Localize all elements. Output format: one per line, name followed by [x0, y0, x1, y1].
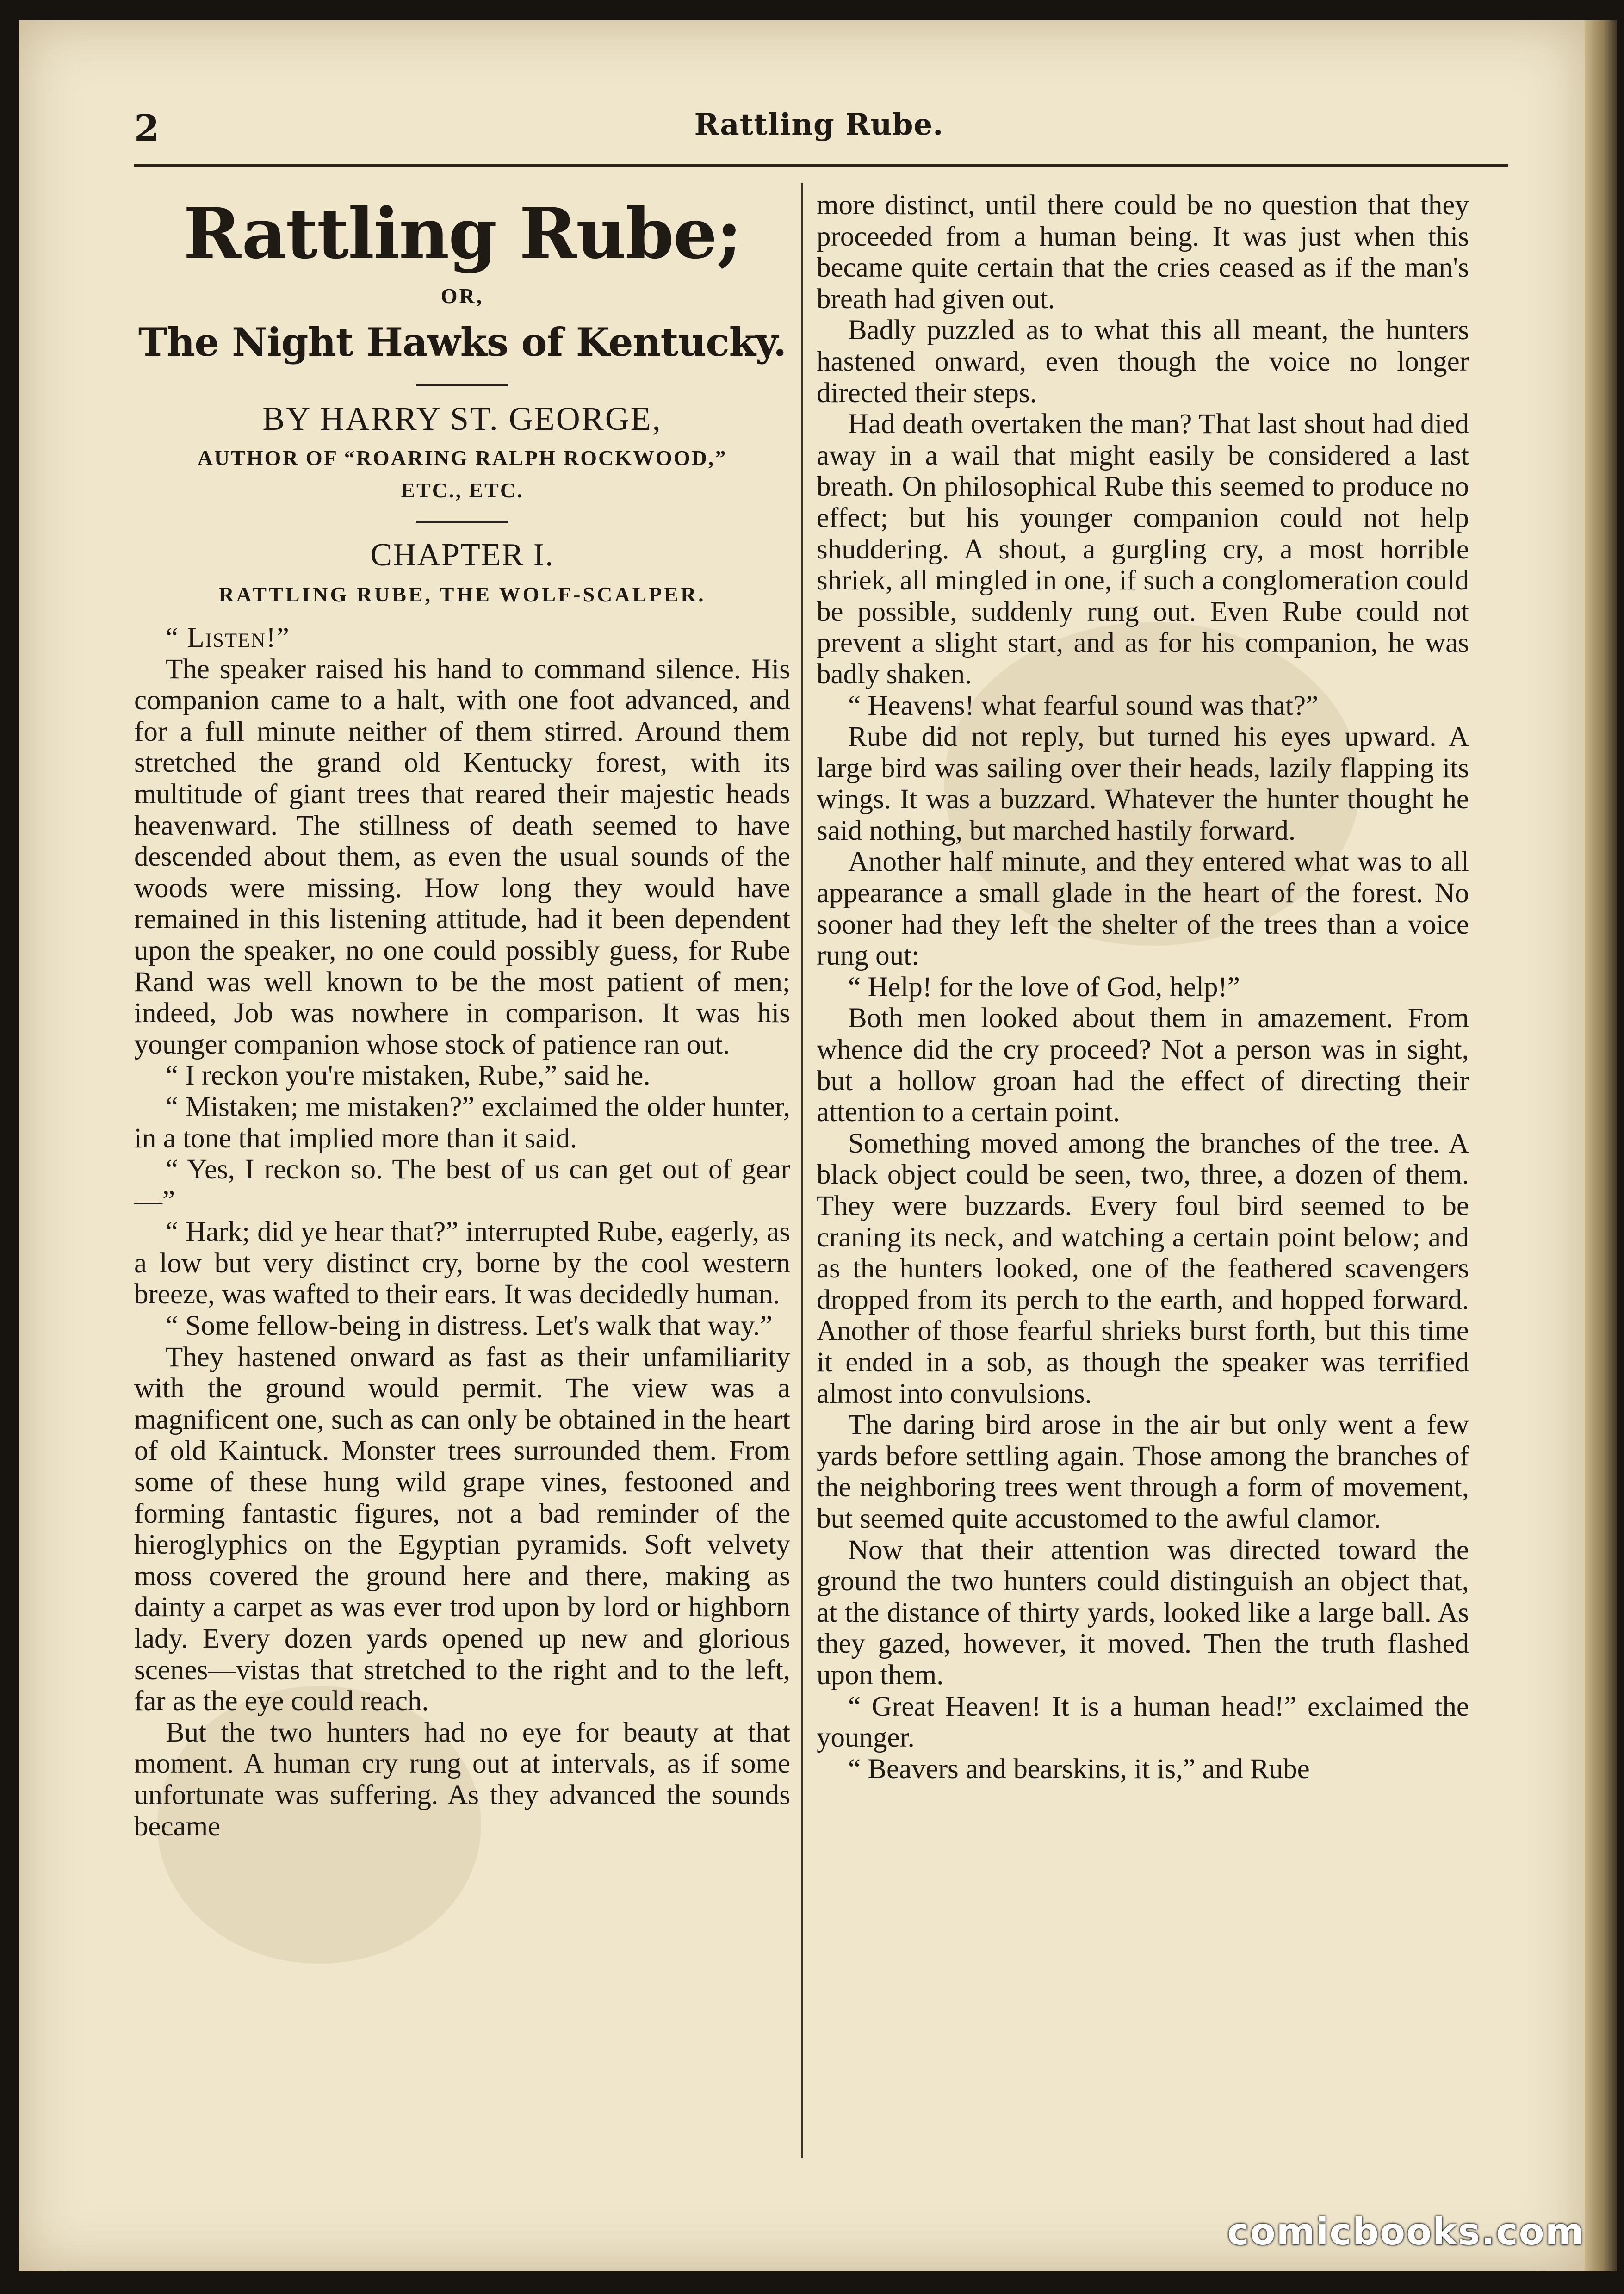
story-subtitle: The Night Hawks of Kentucky.	[138, 319, 787, 365]
paragraph: “ Yes, I reckon so. The best of us can get out of gear—”	[134, 1154, 790, 1216]
author-credit: AUTHOR OF “ROARING RALPH ROCKWOOD,”	[197, 446, 727, 470]
paragraph: The daring bird arose in the air but only went a few yards before settling again. Those among the branches of the neighboring trees went through a form of movement, but seemed quite accustomed to the awful clamor.	[817, 1409, 1469, 1534]
paragraph: “ Hark; did ye hear that?” interrupted Rube, eagerly, as a low but very distinct cry, borne by the cool western breeze, was wafted to their ears. It was decidedly human.	[134, 1216, 790, 1310]
title-rule	[416, 384, 508, 386]
paragraph: “ Great Heaven! It is a human head!” exclaimed the younger.	[817, 1691, 1469, 1754]
byline: BY HARRY ST. GEORGE,	[262, 400, 662, 437]
paragraph: “ I reckon you're mistaken, Rube,” said he.	[166, 1060, 651, 1091]
paragraph: Another half minute, and they entered what was to all appearance a small glade in the heart of the forest. No sooner had they left the shelter of the trees than a voice rung out:	[817, 846, 1469, 972]
running-header	[134, 107, 1504, 158]
paragraph: The speaker raised his hand to command silence. His companion came to a halt, with one foot advanced, and for a full minute neither of them stirred. Around them stretched the grand old Kentucky forest, with its multitude of giant trees that reared their majestic heads heavenward. The stillness of death seemed to have descended about them, as even the usual sounds of the woods were missing. How long they would have remained in this listening attitude, had it been dependent upon the speaker, no one could possibly guess, for Rube Rand was well known to be the most patient of men; indeed, Job was nowhere in comparison. It was his younger companion whose stock of patience ran out.	[134, 653, 790, 1060]
story-title-block	[134, 190, 790, 611]
chapter-heading: CHAPTER I.	[370, 537, 554, 573]
watermark: comicbooks.com	[1227, 2210, 1585, 2253]
paragraph: Rube did not reply, but turned his eyes upward. A large bird was sailing over their heads, lazily flapping its wings. It was a buzzard. Whatever the hunter thought he said nothing, but marched hastily forward.	[817, 721, 1469, 846]
column-divider	[801, 183, 803, 2158]
paragraph: Now that their attention was directed toward the ground the two hunters could distinguish an object that, at the distance of thirty yards, looked like a large ball. As they gazed, however, it moved. Then the truth flashed upon them.	[817, 1534, 1469, 1691]
chapter-rule	[416, 521, 508, 523]
right-column	[817, 190, 1469, 1785]
story-title: Rattling Rube;	[183, 193, 741, 274]
page-number: 2	[134, 107, 160, 149]
paragraph: “ Help! for the love of God, help!”	[848, 971, 1240, 1003]
author-credit-etc: ETC., ETC.	[401, 478, 524, 502]
header-rule	[134, 164, 1508, 167]
paragraph: Both men looked about them in amazement. From whence did the cry proceed? Not a person was in sight, but a hollow groan had the effect of directing their attention to a certain point.	[817, 1003, 1469, 1128]
paragraph: “ Listen!”	[166, 622, 290, 653]
left-column	[134, 622, 790, 1842]
paragraph: Badly puzzled as to what this all meant, the hunters hastened onward, even though the voice no longer directed their steps.	[817, 315, 1469, 409]
or-line: OR,	[440, 284, 484, 308]
paragraph: “ Mistaken; me mistaken?” exclaimed the older hunter, in a tone that implied more than it said.	[134, 1091, 790, 1154]
paragraph: more distinct, until there could be no question that they proceeded from a human being. It was just when this became quite certain that the cries ceased as if the man's breath had given out.	[817, 190, 1469, 315]
paragraph: “ Heavens! what fearful sound was that?”	[848, 690, 1319, 721]
running-title: Rattling Rube.	[694, 107, 944, 142]
paragraph: But the two hunters had no eye for beauty at that moment. A human cry rung out at intervals, as if some unfortunate was suffering. As they advanced the sounds became	[134, 1717, 790, 1842]
paragraph: They hastened onward as fast as their unfamiliarity with the ground would permit. The view was a magnificent one, such as can only be obtained in the heart of old Kaintuck. Monster trees surrounded them. From some of these hung wild grape vines, festooned and forming fantastic figures, not a bad reminder of the hieroglyphics on the Egyptian pyramids. Soft velvety moss covered the ground here and there, making as dainty a carpet as was ever trod upon by lord or highborn lady. Every dozen yards opened up new and glorious scenes—vistas that stretched to the right and to the left, far as the eye could reach.	[134, 1341, 790, 1717]
page-edge	[1585, 20, 1617, 2271]
chapter-title: RATTLING RUBE, THE WOLF-SCALPER.	[218, 583, 706, 606]
paragraph: Something moved among the branches of the tree. A black object could be seen, two, three, a dozen of them. They were buzzards. Every foul bird seemed to be craning its neck, and watching a certain point below; and as the hunters looked, one of the feathered scavengers dropped from its perch to the earth, and hopped forward. Another of those fearful shrieks burst forth, but this time it ended in a sob, as though the speaker was terrified almost into convulsions.	[817, 1128, 1469, 1409]
paragraph: Had death overtaken the man? That last shout had died away in a wail that might easily be considered a last breath. On philosophical Rube this seemed to produce no effect; but his younger companion could not help shuddering. A shout, a gurgling cry, a most horrible shriek, all mingled in one, if such a conglomeration could be possible, suddenly rung out. Even Rube could not prevent a slight start, and as for his companion, he was badly shaken.	[817, 409, 1469, 690]
paragraph: “ Some fellow-being in distress. Let's walk that way.”	[166, 1310, 773, 1342]
paragraph: “ Beavers and bearskins, it is,” and Rube	[848, 1753, 1310, 1785]
